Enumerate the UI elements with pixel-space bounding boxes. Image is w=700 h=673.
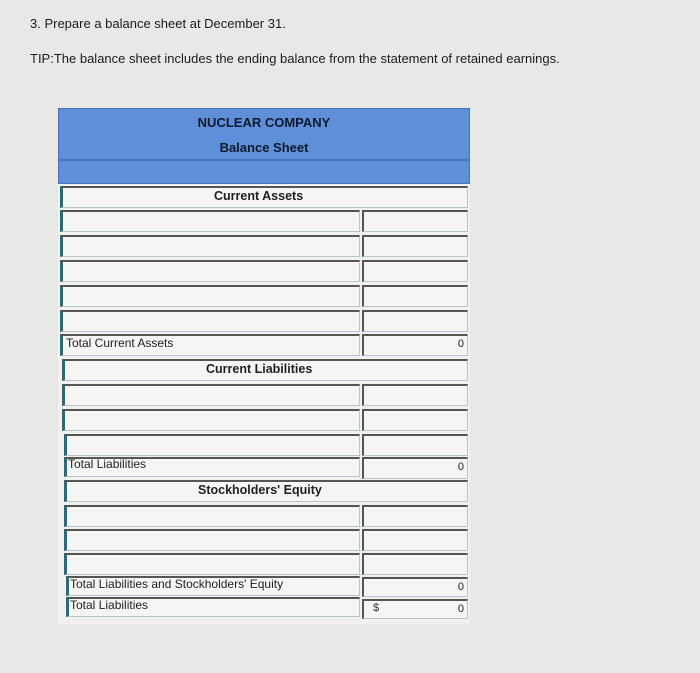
dollar-sign: $ <box>373 602 380 614</box>
current-assets-label: Current Assets <box>214 189 304 203</box>
liability-name-input-1[interactable] <box>62 384 360 406</box>
question-heading: 3. Prepare a balance sheet at December 31. <box>30 16 286 31</box>
stockholders-equity-label: Stockholders' Equity <box>198 483 322 497</box>
total-liabilities-label-2: Total Liabilities <box>70 598 149 612</box>
liability-amount-input-1[interactable] <box>362 384 468 406</box>
asset-name-input-2[interactable] <box>60 235 360 257</box>
asset-amount-input-2[interactable] <box>362 235 468 257</box>
asset-name-input-5[interactable] <box>60 310 360 332</box>
asset-name-input-1[interactable] <box>60 210 360 232</box>
total-liabilities-value: 0 <box>362 457 468 479</box>
equity-amount-input-2[interactable] <box>362 529 468 551</box>
liability-name-input-3[interactable] <box>64 434 360 456</box>
equity-name-input-2[interactable] <box>64 529 360 551</box>
tip-text: TIP:The balance sheet includes the ending balance from the statement of retained earnings. <box>30 51 560 66</box>
asset-amount-input-5[interactable] <box>362 310 468 332</box>
asset-amount-input-4[interactable] <box>362 285 468 307</box>
equity-name-input-3[interactable] <box>64 553 360 575</box>
liability-name-input-2[interactable] <box>62 409 360 431</box>
asset-amount-input-1[interactable] <box>362 210 468 232</box>
equity-name-input-1[interactable] <box>64 505 360 527</box>
current-liabilities-label: Current Liabilities <box>206 362 313 376</box>
equity-amount-input-3[interactable] <box>362 553 468 575</box>
total-current-assets-value: 0 <box>362 334 468 356</box>
header-band <box>58 108 470 160</box>
statement-title: Balance Sheet <box>219 140 309 155</box>
liability-amount-input-2[interactable] <box>362 409 468 431</box>
liability-amount-input-3[interactable] <box>362 434 468 456</box>
total-liab-equity-label: Total Liabilities and Stockholders' Equity <box>70 577 284 591</box>
total-liabilities-value-2: 0 <box>362 599 468 619</box>
total-liab-equity-value: 0 <box>362 577 468 597</box>
asset-amount-input-3[interactable] <box>362 260 468 282</box>
equity-amount-input-1[interactable] <box>362 505 468 527</box>
total-liabilities-label: Total Liabilities <box>68 457 147 471</box>
total-current-assets-label: Total Current Assets <box>66 336 174 350</box>
asset-name-input-3[interactable] <box>60 260 360 282</box>
asset-name-input-4[interactable] <box>60 285 360 307</box>
date-header-field[interactable] <box>58 160 470 184</box>
company-name: NUCLEAR COMPANY <box>197 115 331 130</box>
